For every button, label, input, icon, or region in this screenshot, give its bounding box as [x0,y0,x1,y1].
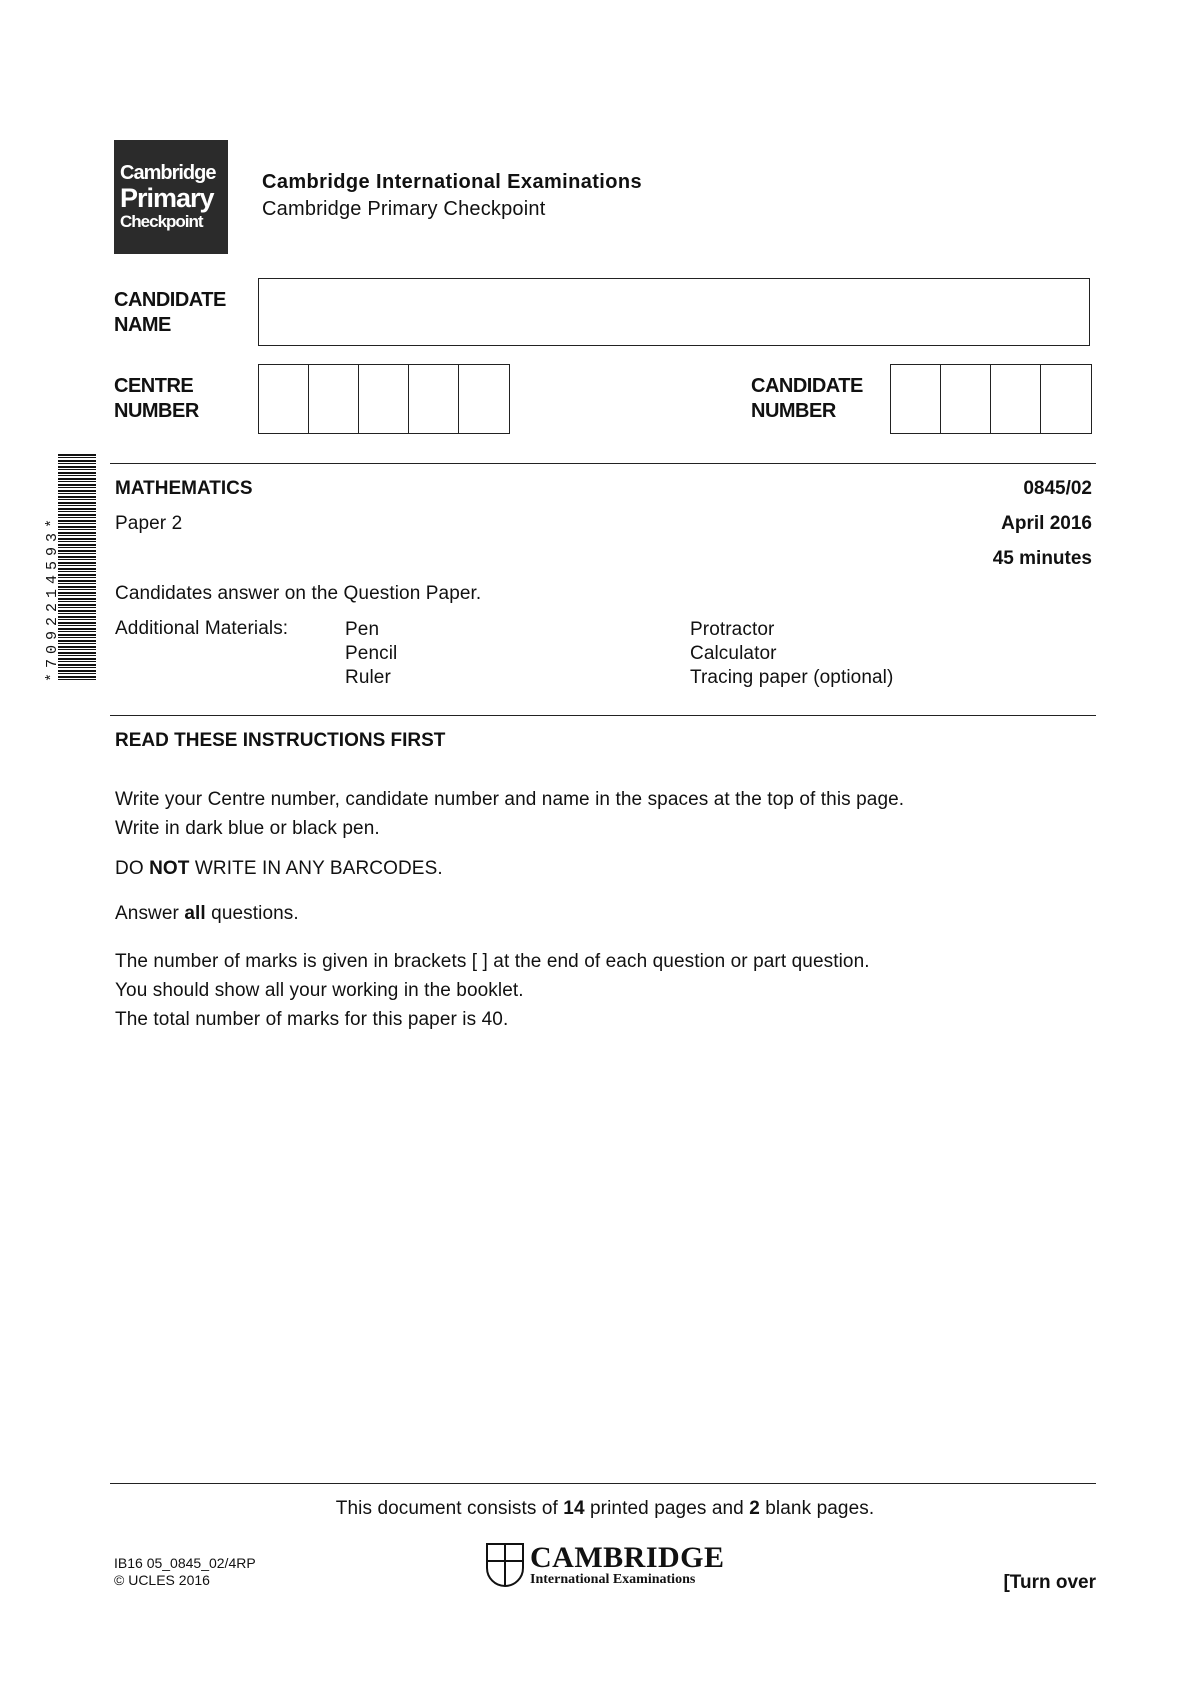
candidate-number-label-line-2: NUMBER [751,400,836,422]
cambridge-footer-logo [486,1543,725,1587]
candidate-digit-box[interactable] [941,365,991,433]
instruction-line: The number of marks is given in brackets [ ] at the end of each question or part question. [115,951,870,972]
divider-middle [110,715,1096,716]
crest-icon [486,1543,524,1587]
barcodes-text-pre: DO [115,858,150,879]
page-count-note [0,1498,1200,1520]
answer-text-bold: all [184,903,206,924]
centre-digit-box[interactable] [459,365,509,433]
barcodes-text-bold: NOT [149,858,190,879]
logo-line-3: Checkpoint [120,211,203,231]
page-count-post: blank pages. [759,1498,875,1519]
centre-number-label-line-1: CENTRE [114,375,194,397]
centre-number-field[interactable] [258,364,510,434]
materials-list-right [690,618,893,690]
page-count-mid: printed pages and [584,1498,750,1519]
subject-title: MATHEMATICS [115,478,253,499]
instruction-line: You should show all your working in the booklet. [115,980,524,1001]
material-item: Tracing paper (optional) [690,667,894,688]
instruction-line: Write in dark blue or black pen. [115,818,380,839]
material-item: Ruler [345,667,391,688]
centre-digit-box[interactable] [359,365,409,433]
footer-logo-line-2: International Examinations [530,1572,696,1587]
paper-number: Paper 2 [115,513,183,534]
barcodes-text-post: WRITE IN ANY BARCODES. [189,858,443,879]
barcode-graphic [58,454,96,682]
material-item: Pen [345,619,380,640]
materials-list-left [345,618,397,690]
paper-code: 0845/02 [1023,478,1092,499]
page-count-pre: This document consists of [335,1498,564,1519]
divider-top [110,463,1096,464]
blank-pages-count: 2 [749,1498,760,1519]
centre-digit-box[interactable] [409,365,459,433]
document-reference: IB16 05_0845_02/4RP [114,1555,256,1571]
candidate-name-label-line-1: CANDIDATE [114,289,226,311]
instruction-line: Write your Centre number, candidate number and name in the spaces at the top of this page. [115,789,905,810]
candidate-name-label [114,288,226,338]
candidate-digit-box[interactable] [891,365,941,433]
material-item: Pencil [345,643,398,664]
logo-line-1: Cambridge [120,162,216,185]
logo-line-2: Primary [120,183,214,214]
material-item: Protractor [690,619,775,640]
exam-duration: 45 minutes [992,548,1092,569]
material-item: Calculator [690,643,777,664]
centre-number-label [114,374,199,424]
candidate-digit-box[interactable] [1041,365,1091,433]
divider-bottom [110,1483,1096,1484]
centre-number-label-line-2: NUMBER [114,400,199,422]
printed-pages-count: 14 [563,1498,585,1519]
candidate-digit-box[interactable] [991,365,1041,433]
org-subtitle: Cambridge Primary Checkpoint [262,198,546,220]
candidate-number-field[interactable] [890,364,1092,434]
instructions-block-1 [115,785,904,843]
centre-digit-box[interactable] [309,365,359,433]
candidate-name-field[interactable] [258,278,1090,346]
checkpoint-logo [114,140,228,254]
instructions-block-marks [115,947,870,1034]
centre-digit-box[interactable] [259,365,309,433]
instruction-line: The total number of marks for this paper is 40. [115,1009,509,1030]
copyright: © UCLES 2016 [114,1572,210,1588]
materials-label: Additional Materials: [115,618,289,639]
org-name: Cambridge International Examinations [262,171,643,193]
turn-over: [Turn over [1003,1572,1096,1593]
candidate-number-label-line-1: CANDIDATE [751,375,863,397]
answer-text-pre: Answer [115,903,185,924]
instruction-barcodes [115,858,443,880]
barcode-number: *7092214593* [44,513,61,682]
exam-date: April 2016 [1001,513,1092,534]
footer-logo-line-1: CAMBRIDGE [530,1541,725,1574]
answer-text-post: questions. [205,903,299,924]
instruction-answer-all [115,903,299,925]
answer-note: Candidates answer on the Question Paper. [115,583,482,604]
candidate-name-label-line-2: NAME [114,314,171,336]
candidate-number-label [751,374,863,424]
instructions-heading: READ THESE INSTRUCTIONS FIRST [115,730,446,751]
footer-reference [114,1555,256,1589]
